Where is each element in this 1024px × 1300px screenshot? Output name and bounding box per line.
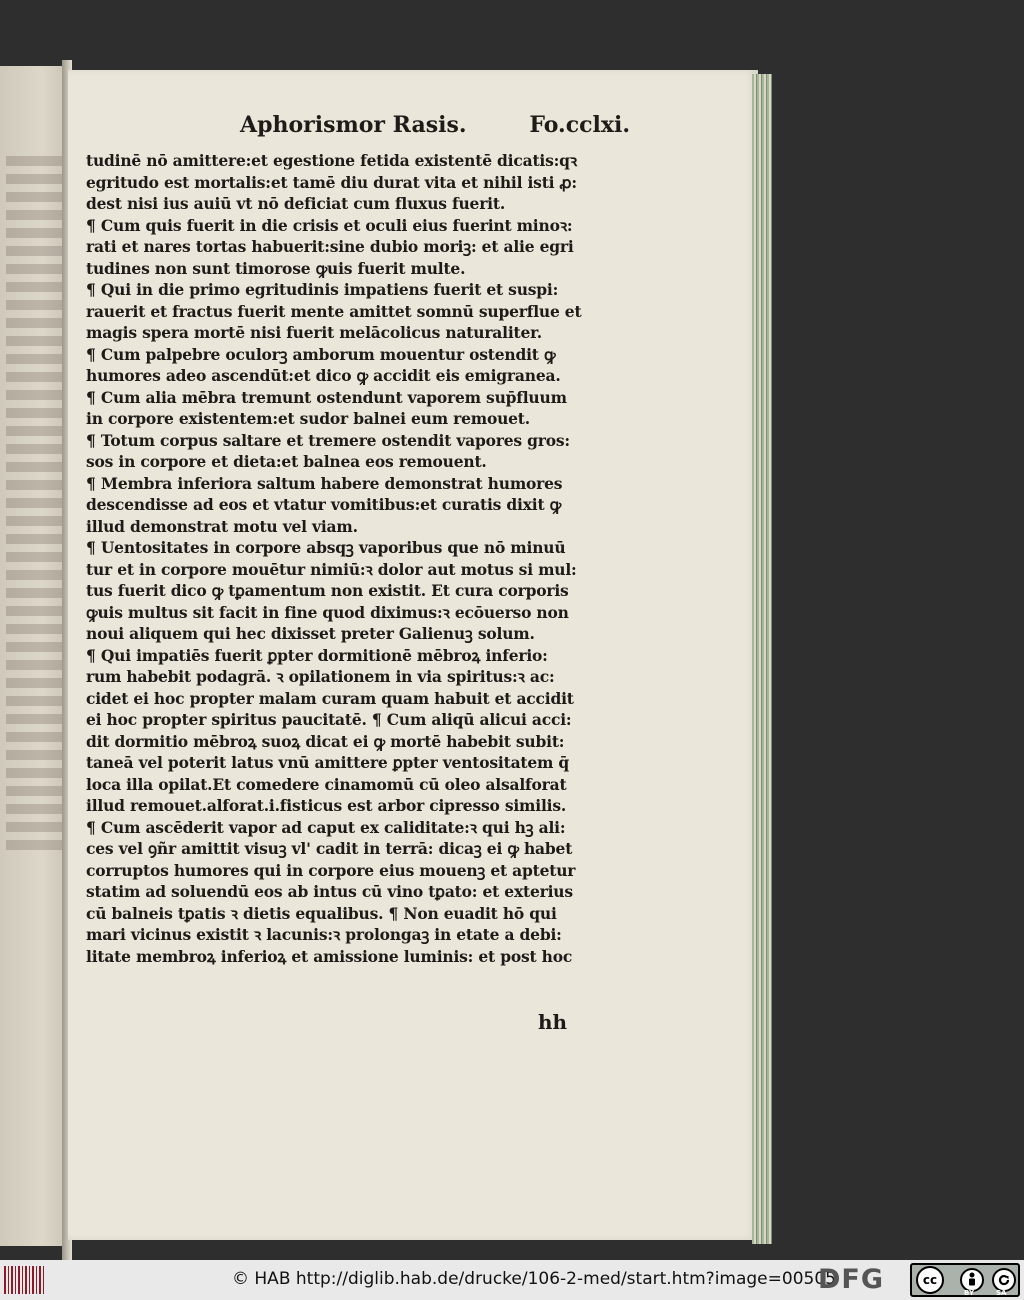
- header-title: Aphorismor Rasis.: [240, 112, 467, 138]
- dfg-logo: DFG: [818, 1264, 885, 1295]
- text-line: ¶ Cum ascēderit vapor ad caput ex caliditate:ꝛ qui hꝫ ali:: [86, 817, 566, 837]
- page-edge-stack: [752, 74, 772, 1244]
- text-line: loca illa opilat.Et comedere cinamomū cū oleo alsalforat: [86, 774, 567, 794]
- text-line: humores adeo ascendūt:et dico ꝙ accidit eis emigranea.: [86, 366, 561, 385]
- text-line: ¶ Qui in die primo egritudinis impatiens fuerit et suspi:: [86, 280, 559, 299]
- text-line: ces vel ꝯñr amittit visuꝫ vl' cadit in terrā: dicaꝫ ei ꝙ habet: [86, 839, 573, 858]
- footer-bar: [0, 1260, 1024, 1300]
- text-line: statim ad soluendū eos ab intus cū vino tꝑato: et exterius: [86, 882, 573, 901]
- signature-mark: hh: [538, 1010, 568, 1034]
- cc-license-badge[interactable]: [910, 1263, 1020, 1297]
- text-line: rauerit et fractus fuerit mente amittet somnū superflue et: [86, 301, 582, 321]
- running-header: [240, 112, 630, 146]
- text-line: ¶ Cum quis fuerit in die crisis et oculi eius fuerint minoꝛ:: [86, 215, 573, 235]
- text-line: descendisse ad eos et vtatur vomitibus:et curatis dixit ꝙ: [86, 495, 562, 514]
- text-line: magis spera mortē nisi fuerit melācolicus naturaliter.: [86, 323, 542, 342]
- text-line: ¶ Qui impatiēs fuerit ꝑpter dormitionē mēbroꝝ inferio:: [86, 645, 548, 665]
- text-line: corruptos humores qui in corpore eius mouenꝫ et aptetur: [86, 860, 576, 880]
- text-line: illud remouet.alforat.i.fisticus est arbor cipresso similis.: [86, 796, 567, 815]
- by-label: BY: [964, 1289, 975, 1297]
- previous-page-edge: [0, 66, 70, 1246]
- text-line: in corpore existentem:et sudor balnei eum remouet.: [86, 409, 530, 428]
- text-line: tus fuerit dico ꝙ tꝑamentum non existit. Et cura corporis: [86, 581, 569, 600]
- text-line: cū balneis tꝑatis ꝛ dietis equalibus. ¶ Non euadit hō qui: [86, 903, 557, 923]
- text-line: noui aliquem qui hec dixisset preter Galienuꝫ solum.: [86, 624, 535, 643]
- text-line: tur et in corpore mouētur nimiū:ꝛ dolor aut motus si mul:: [86, 559, 577, 579]
- copyright-link[interactable]: © HAB http://diglib.hab.de/drucke/106-2-med/start.htm?image=00505: [232, 1269, 836, 1289]
- text-line: ¶ Cum palpebre oculorꝫ amborum mouentur ostendit ꝙ: [86, 344, 556, 364]
- hab-barcode-icon: [4, 1266, 46, 1294]
- text-line: tudines non sunt timorose ꝙuis fuerit multe.: [86, 258, 466, 278]
- text-line: egritudo est mortalis:et tamē diu durat vita et nihil isti ꝓ:: [86, 172, 577, 192]
- text-line: taneā vel poterit latus vnū amittere ꝑpter ventositatem q̄: [86, 753, 570, 772]
- text-line: ¶ Totum corpus saltare et tremere ostendit vapores gros:: [86, 430, 570, 450]
- show-through-text: [6, 156, 62, 856]
- text-line: mari vicinus existit ꝛ lacunis:ꝛ prolongaꝫ in etate a debi:: [86, 925, 562, 944]
- sa-label: SA: [996, 1289, 1007, 1297]
- text-line: dit dormitio mēbroꝝ suoꝝ dicat ei ꝙ mortē habebit subit:: [86, 731, 565, 751]
- text-line: ¶ Uentositates in corpore absqꝫ vaporibus que nō minuū: [86, 538, 566, 557]
- text-line: dest nisi ius auiū vt nō deficiat cum fluxus fuerit.: [86, 194, 506, 213]
- text-line: illud demonstrat motu vel viam.: [86, 516, 358, 536]
- text-line: ¶ Cum alia mēbra tremunt ostendunt vaporem sup̄fluum: [86, 387, 567, 407]
- cc-icon: cc: [916, 1266, 944, 1294]
- text-line: ei hoc propter spiritus paucitatē. ¶ Cum aliqū alicui acci:: [86, 710, 572, 729]
- text-line: ꝙuis multus sit facit in fine quod diximus:ꝛ ecōuerso non: [86, 602, 569, 622]
- body-text: [86, 150, 631, 967]
- text-line: ¶ Membra inferiora saltum habere demonstrat humores: [86, 473, 563, 493]
- text-line: sos in corpore et dieta:et balnea eos remouent.: [86, 452, 487, 471]
- text-line: rum habebit podagrā. ꝛ opilationem in via spiritus:ꝛ ac:: [86, 667, 555, 686]
- text-line: litate membroꝝ inferioꝝ et amissione luminis: et post hoc: [86, 946, 573, 966]
- text-line: rati et nares tortas habuerit:sine dubio moriꝫ: et alie egri: [86, 237, 574, 256]
- folio-number: Fo.cclxi.: [529, 112, 630, 138]
- text-line: tudinē nō amittere:et egestione fetida existentē dicatis:qꝛ: [86, 151, 577, 170]
- text-line: cidet ei hoc propter malam curam quam habuit et accidit: [86, 688, 574, 708]
